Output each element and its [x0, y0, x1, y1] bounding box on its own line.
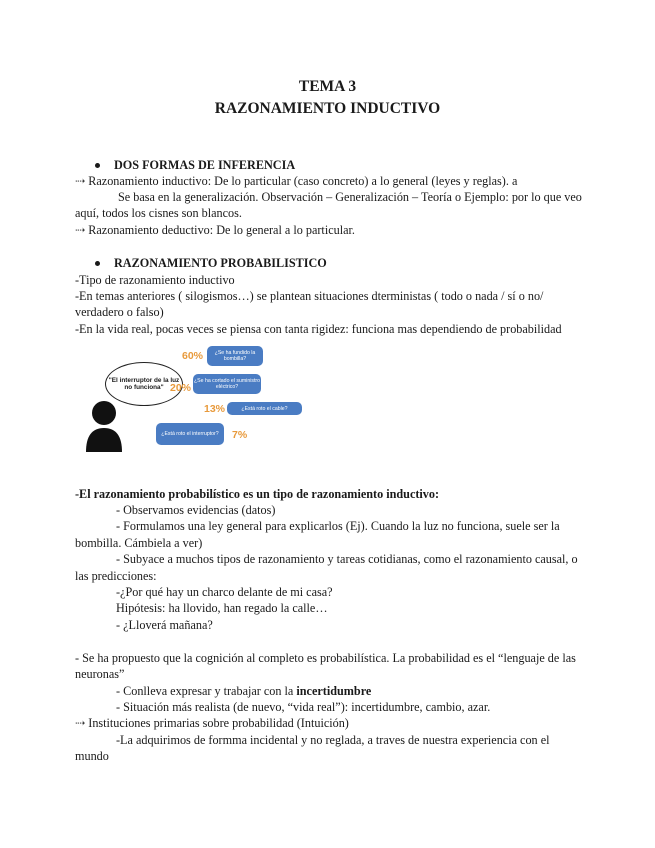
percent-label: 20%	[170, 382, 192, 394]
emphasis-text: incertidumbre	[296, 684, 372, 698]
text-line: bombilla. Cámbiela a ver)	[75, 536, 203, 550]
text-line: -Tipo de razonamiento inductivo	[75, 273, 235, 287]
person-icon	[84, 398, 124, 452]
text-line: ⇢ Razonamiento inductivo: De lo particular (caso concreto) a lo general (leyes y reglas). a	[75, 174, 518, 188]
text-line: - ¿Lloverá mañana?	[116, 618, 213, 632]
percent-label: 13%	[204, 403, 226, 415]
bullet-icon	[95, 163, 100, 168]
hypothesis-bubble: ¿Está roto el cable?	[227, 402, 302, 415]
section-heading-probabilistico	[95, 256, 327, 271]
text-line: -¿Por qué hay un charco delante de mi casa?	[116, 585, 333, 599]
bullet-icon	[95, 261, 100, 266]
page-subtitle: RAZONAMIENTO INDUCTIVO	[214, 100, 441, 117]
text-line: - Formulamos una ley general para explicarlos (Ej). Cuando la luz no funciona, suele ser la	[116, 519, 560, 533]
hypothesis-bubble: ¿Se ha fundido la bombilla?	[207, 346, 263, 366]
text-line: verdadero o falso)	[75, 305, 164, 319]
percent-label: 60%	[182, 350, 204, 362]
text-line: - Situación más realista (de nuevo, “vida real”): incertidumbre, cambio, azar.	[116, 700, 491, 714]
heading-text: DOS FORMAS DE INFERENCIA	[114, 158, 296, 172]
percent-label: 7%	[232, 429, 248, 441]
text-line: ⇢ Razonamiento deductivo: De lo general a lo particular.	[75, 223, 355, 237]
page-title: TEMA 3	[298, 78, 357, 95]
text-line: las predicciones:	[75, 569, 157, 583]
text-line: - Subyace a muchos tipos de razonamiento y tareas cotidianas, como el razonamiento causal, o	[116, 552, 578, 566]
text-line: aquí, todos los cisnes son blancos.	[75, 206, 242, 220]
text-line: ⇢ Instituciones primarias sobre probabilidad (Intuición)	[75, 716, 349, 730]
text-line: -En temas anteriores ( silogismos…) se plantean situaciones dterministas ( todo o nada / sí o no/	[75, 289, 544, 303]
text-line: mundo	[75, 749, 109, 763]
section-heading-inferencia	[95, 158, 295, 173]
hypothesis-bubble: ¿Está roto el interruptor?	[156, 423, 224, 445]
hypothesis-bubble: ¿Se ha cortado el suministro eléctrico?	[193, 374, 261, 394]
text-line	[116, 684, 371, 699]
text-line: Hipótesis: ha llovido, han regado la calle…	[116, 601, 328, 615]
text-line: Se basa en la generalización. Observación – Generalización – Teoría o Ejemplo: por lo que veo	[118, 190, 582, 204]
text-line: neuronas”	[75, 667, 125, 681]
text-line: -En la vida real, pocas veces se piensa con tanta rigidez: funciona mas dependiendo de probabilidad	[75, 322, 562, 336]
text-prefix: - Conlleva expresar y trabajar con la	[116, 684, 297, 698]
speech-bubble: "El interruptor de la luz no funciona"	[105, 362, 183, 406]
heading-text: RAZONAMIENTO PROBABILISTICO	[114, 256, 327, 270]
text-line: - Se ha propuesto que la cognición al completo es probabilística. La probabilidad es el “lenguaje de las	[75, 651, 576, 665]
section-heading-inductivo: -El razonamiento probabilístico es un tipo de razonamiento inductivo:	[75, 487, 440, 501]
text-line: -La adquirimos de formma incidental y no reglada, a traves de nuestra experiencia con el	[116, 733, 550, 747]
text-line: - Observamos evidencias (datos)	[116, 503, 276, 517]
